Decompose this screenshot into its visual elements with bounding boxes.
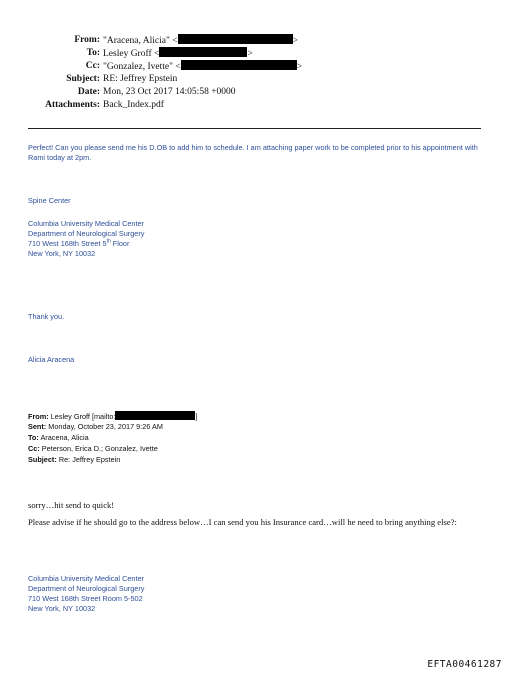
redaction-bar (178, 34, 293, 44)
orig-sent: Sent: Monday, October 23, 2017 9:26 AM (28, 422, 163, 431)
cc-label: Cc: (85, 61, 100, 71)
address-line-2: Department of Neurological Surgery (28, 584, 145, 593)
orig-line-1: sorry…hit send to quick! (28, 500, 115, 510)
org-line-3: 710 West 168th Street 5th Floor (28, 238, 130, 248)
orig-to: To: Aracena, Alicia (28, 433, 89, 442)
address-line-3: 710 West 168th Street Room 5-502 (28, 594, 143, 603)
address-line-4: New York, NY 10032 (28, 604, 96, 613)
org-line-1: Columbia University Medical Center (28, 219, 144, 228)
to-label: To: (86, 48, 100, 58)
redaction-bar (181, 60, 297, 70)
attachment-link[interactable]: Back_Index.pdf (103, 100, 164, 110)
date-value: Mon, 23 Oct 2017 14:05:58 +0000 (103, 87, 236, 97)
from-value: "Aracena, Alicia" < (103, 36, 178, 46)
to-value: Lesley Groff < (103, 49, 160, 59)
header-divider (28, 128, 481, 129)
date-label: Date: (77, 87, 100, 97)
redaction-bar (159, 47, 247, 57)
bates-number: EFTA00461287 (427, 659, 502, 670)
signature: Alicia Aracena (28, 355, 75, 364)
org-line-4: New York, NY 10032 (28, 249, 96, 258)
redaction-bar (115, 411, 195, 420)
orig-from: From: Lesley Groff [mailto: ] (28, 412, 198, 421)
attachments-label: Attachments: (45, 100, 100, 110)
org-line-2: Department of Neurological Surgery (28, 229, 145, 238)
email-document: From: "Aracena, Alicia" < > To: Lesley Groff < > Cc: "Gonzalez, Ivette" < > Subject: RE: Jeffrey Epstein Date: Mon, 23 Oct 2017 14:05:58 +0000 Attachments: Back_Index.pdf Perfect! Can you please send me his D.OB to add him to schedule. I am attaching paper work to be completed prior to his appointment with Rami today at 2pm. Spine Center Columbia University Medical Center Department of Neurological Surgery 710 West 168th Street 5th Floor New York, NY 10032 Thank you. Alicia Aracena From: Lesley Groff [mailto: ] Sent: Monday, October 23, 2017 9:26 AM To: Aracena, Alicia Cc: Peterson, Erica D.; Gonzalez, Ivette Subject: Re: Jeffrey Epstein sorry…hit send to quick! Please advise if he should go to the address below…I can send you his Insurance card…will he need to bring anything else?: Columbia University Medical Center Department of Neurological Surgery 710 West 168th Street Room 5-502 New York, NY 10032 EFTA00461287 (28, 35, 502, 670)
subject-value: RE: Jeffrey Epstein (103, 74, 178, 84)
orig-line-2: Please advise if he should go to the address below…I can send you his Insurance card…will he need to bring anything else?: (28, 517, 457, 527)
reply-message: Perfect! Can you please send me his D.OB to add him to schedule. I am attaching paper work to be completed prior to his appointment with Rami today at 2pm. (28, 143, 478, 162)
from-label: From: (74, 35, 100, 45)
org-spine-center: Spine Center (28, 196, 71, 205)
thank-you: Thank you. (28, 312, 65, 321)
subject-label: Subject: (66, 74, 100, 84)
orig-subject: Subject: Re: Jeffrey Epstein (28, 455, 121, 464)
address-line-1: Columbia University Medical Center (28, 574, 144, 583)
cc-value: "Gonzalez, Ivette" < (103, 62, 181, 72)
orig-cc: Cc: Peterson, Erica D.; Gonzalez, Ivette (28, 444, 158, 453)
